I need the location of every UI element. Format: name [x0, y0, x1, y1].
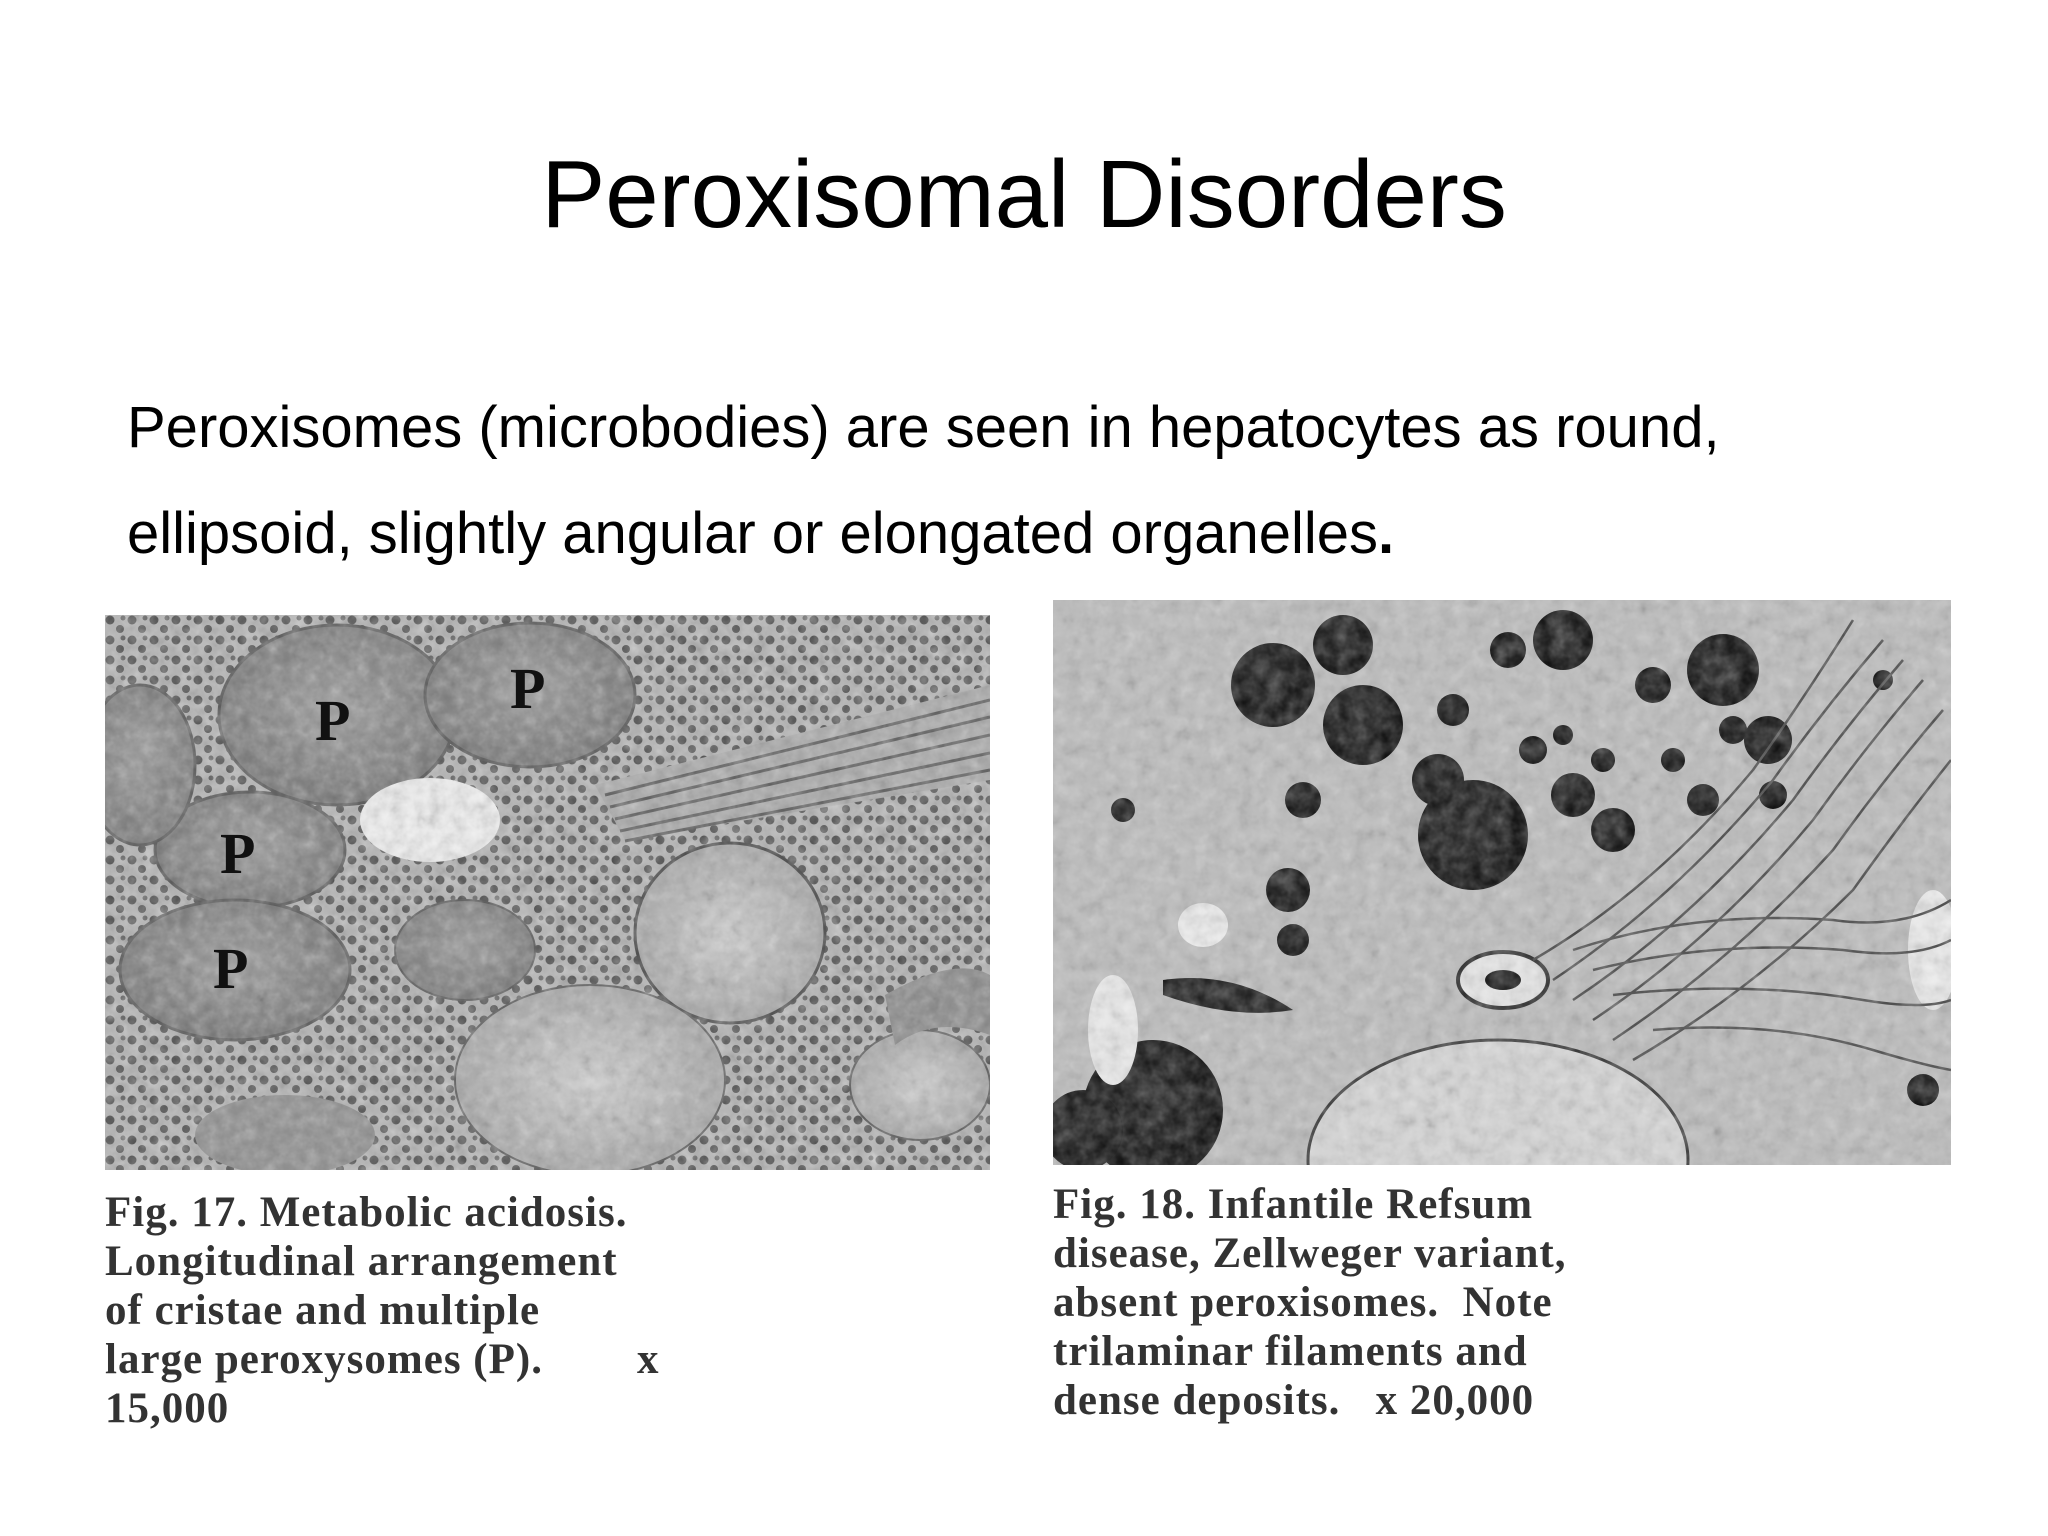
slide-title: Peroxisomal Disorders: [541, 141, 1507, 248]
caption-line: Fig. 18. Infantile Refsum: [1053, 1181, 1534, 1228]
peroxisome-label-p: P: [213, 936, 249, 1001]
figure-18-caption: [1053, 1180, 1953, 1425]
body-text-period: .: [1378, 501, 1395, 566]
peroxisome-label-p: P: [510, 656, 546, 721]
caption-line: absent peroxisomes. Note: [1053, 1279, 1553, 1326]
micrograph-refsum-disease-image: [1053, 600, 1951, 1165]
peroxisome-label-p: P: [220, 821, 256, 886]
body-text-content: Peroxisomes (microbodies) are seen in hepatocytes as round, ellipsoid, slightly angular or elongated organelles: [127, 395, 1720, 566]
caption-line: of cristae and multiple: [105, 1287, 541, 1334]
caption-line: Fig. 17. Metabolic acidosis.: [105, 1189, 628, 1236]
figure-17-micrograph: [105, 615, 990, 1170]
figure-17-caption: [105, 1188, 985, 1433]
figure-18-micrograph: [1053, 600, 1951, 1165]
caption-line: large peroxysomes (P). x: [105, 1336, 660, 1383]
caption-line: Longitudinal arrangement: [105, 1238, 618, 1285]
micrograph-metabolic-acidosis-image: [105, 615, 990, 1170]
caption-line: disease, Zellweger variant,: [1053, 1230, 1567, 1277]
caption-line: dense deposits. x 20,000: [1053, 1377, 1535, 1424]
slide-body-text: [127, 375, 1927, 587]
caption-line: trilaminar filaments and: [1053, 1328, 1528, 1375]
peroxisome-label-p: P: [315, 688, 351, 753]
caption-line: 15,000: [105, 1385, 230, 1432]
